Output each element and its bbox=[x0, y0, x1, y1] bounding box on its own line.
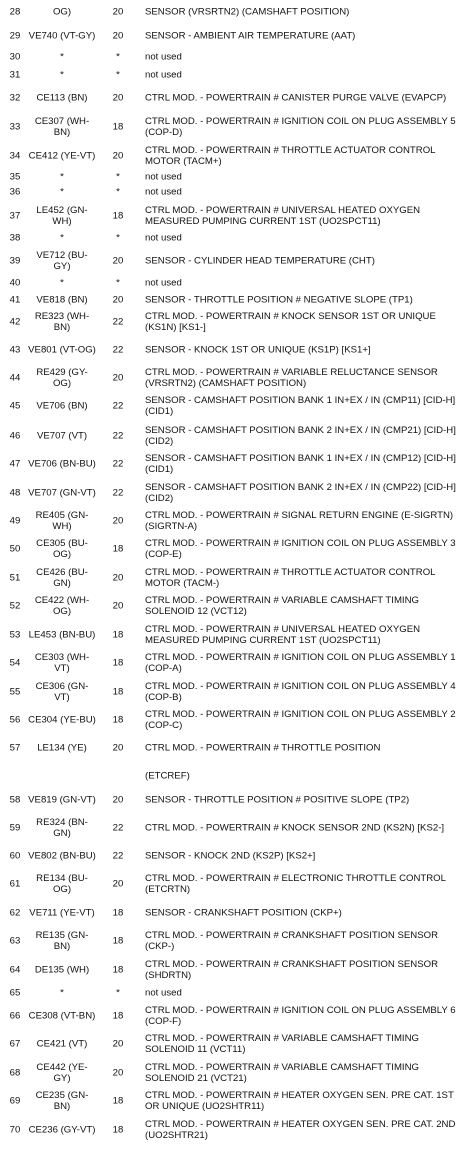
table-row bbox=[0, 1088, 461, 1114]
table-row bbox=[0, 871, 461, 897]
wire-gauge: 20 bbox=[112, 1038, 124, 1050]
circuit-description: SENSOR - THROTTLE POSITION # NEGATIVE SLOPE (TP1) bbox=[145, 294, 413, 306]
circuit-code: CE303 (WH-VT) bbox=[34, 652, 90, 674]
circuit-description: CTRL MOD. - POWERTRAIN # THROTTLE POSITION bbox=[145, 742, 381, 754]
table-row bbox=[0, 707, 461, 733]
pin-number: 28 bbox=[9, 6, 21, 18]
circuit-code: LE134 (YE) bbox=[37, 742, 87, 754]
circuit-description: CTRL MOD. - POWERTRAIN # IGNITION COIL ON PLUG ASSEMBLY 6 (COP-F) bbox=[145, 1005, 456, 1027]
table-row bbox=[0, 451, 461, 477]
wire-gauge: * bbox=[116, 232, 120, 244]
pin-number: 59 bbox=[9, 822, 21, 834]
pin-number: 69 bbox=[9, 1095, 21, 1107]
circuit-code: RE134 (BU-OG) bbox=[36, 873, 88, 895]
pin-number: 48 bbox=[9, 487, 21, 499]
circuit-description: not used bbox=[145, 186, 182, 198]
circuit-code: VE706 (BN) bbox=[36, 400, 88, 412]
pin-number: 51 bbox=[9, 572, 21, 584]
table-row bbox=[0, 679, 461, 705]
circuit-description: not used bbox=[145, 51, 182, 63]
wire-gauge: 18 bbox=[112, 543, 124, 555]
circuit-description: CTRL MOD. - POWERTRAIN # IGNITION COIL ON PLUG ASSEMBLY 5 (COP-D) bbox=[145, 116, 456, 138]
circuit-code: CE308 (VT-BN) bbox=[28, 1010, 96, 1022]
circuit-code: CE442 (YE-GY) bbox=[36, 1062, 88, 1084]
circuit-description: CTRL MOD. - POWERTRAIN # THROTTLE ACTUATOR CONTROL MOTOR (TACM+) bbox=[145, 145, 436, 167]
pin-number: 61 bbox=[9, 878, 21, 890]
circuit-code: CE307 (WH-BN) bbox=[34, 116, 90, 138]
circuit-description: CTRL MOD. - POWERTRAIN # UNIVERSAL HEATED OXYGEN MEASURED PUMPING CURRENT 1ST (UO2SPCT11) bbox=[145, 205, 421, 227]
circuit-code: CE412 (YE-VT) bbox=[28, 150, 96, 162]
circuit-description: SENSOR - KNOCK 1ST OR UNIQUE (KS1P) [KS1+] bbox=[145, 344, 371, 356]
wire-gauge: 18 bbox=[112, 1095, 124, 1107]
table-row bbox=[0, 170, 461, 184]
circuit-description: CTRL MOD. - POWERTRAIN # VARIABLE RELUCTANCE SENSOR (VRSRTN2) (CAMSHAFT POSITION) bbox=[145, 367, 438, 389]
circuit-description: CTRL MOD. - POWERTRAIN # IGNITION COIL ON PLUG ASSEMBLY 4 (COP-B) bbox=[145, 681, 456, 703]
circuit-description: CTRL MOD. - POWERTRAIN # CANISTER PURGE VALVE (EVAPCP) bbox=[145, 92, 447, 104]
wire-gauge: 18 bbox=[112, 907, 124, 919]
table-row bbox=[0, 276, 461, 290]
table-row bbox=[0, 337, 461, 363]
pin-number: 37 bbox=[9, 210, 21, 222]
table-row bbox=[0, 480, 461, 506]
wire-gauge: * bbox=[116, 69, 120, 81]
wire-gauge: 20 bbox=[112, 742, 124, 754]
circuit-description: CTRL MOD. - POWERTRAIN # UNIVERSAL HEATED OXYGEN MEASURED PUMPING CURRENT 1ST (UO2SPCT11) bbox=[145, 624, 421, 646]
wire-gauge: 22 bbox=[112, 458, 124, 470]
wire-gauge: 22 bbox=[112, 822, 124, 834]
pin-number: 42 bbox=[9, 316, 21, 328]
pin-number: 65 bbox=[9, 987, 21, 999]
circuit-code: RE135 (GN-BN) bbox=[35, 930, 89, 952]
circuit-description: SENSOR - AMBIENT AIR TEMPERATURE (AAT) bbox=[145, 30, 356, 42]
pin-number: 55 bbox=[9, 686, 21, 698]
table-row bbox=[0, 565, 461, 591]
pin-number: 29 bbox=[9, 30, 21, 42]
circuit-description: SENSOR - CYLINDER HEAD TEMPERATURE (CHT) bbox=[145, 255, 375, 267]
circuit-description: CTRL MOD. - POWERTRAIN # CRANKSHAFT POSITION SENSOR (SHDRTN) bbox=[145, 959, 438, 981]
wire-gauge: 18 bbox=[112, 686, 124, 698]
circuit-description: CTRL MOD. - POWERTRAIN # HEATER OXYGEN SEN. PRE CAT. 2ND (UO2SHTR21) bbox=[145, 1119, 456, 1141]
table-row bbox=[0, 85, 461, 111]
pin-number: 60 bbox=[9, 850, 21, 862]
circuit-code: * bbox=[60, 277, 64, 289]
pin-number: 54 bbox=[9, 657, 21, 669]
table-row bbox=[0, 815, 461, 841]
table-row bbox=[0, 185, 461, 199]
pin-number: 46 bbox=[9, 430, 21, 442]
circuit-description: SENSOR - CAMSHAFT POSITION BANK 1 IN+EX / IN (CMP11) [CID-H] (CID1) bbox=[145, 395, 456, 417]
pin-number: 44 bbox=[9, 372, 21, 384]
table-row bbox=[0, 650, 461, 676]
wire-gauge: 18 bbox=[112, 657, 124, 669]
table-row bbox=[0, 114, 461, 140]
circuit-description: SENSOR - CAMSHAFT POSITION BANK 2 IN+EX / IN (CMP21) [CID-H] (CID2) bbox=[145, 425, 456, 447]
circuit-description: not used bbox=[145, 232, 182, 244]
pin-number: 41 bbox=[9, 294, 21, 306]
circuit-description: CTRL MOD. - POWERTRAIN # ELECTRONIC THROTTLE CONTROL (ETCRTN) bbox=[145, 873, 446, 895]
circuit-code: CE421 (VT) bbox=[36, 1038, 88, 1050]
circuit-code: CE305 (BU-OG) bbox=[36, 538, 88, 560]
circuit-description: SENSOR - CAMSHAFT POSITION BANK 2 IN+EX / IN (CMP22) [CID-H] (CID2) bbox=[145, 482, 456, 504]
circuit-code: LE453 (BN-BU) bbox=[28, 629, 96, 641]
circuit-code: VE802 (BN-BU) bbox=[28, 850, 96, 862]
wire-gauge: 20 bbox=[112, 150, 124, 162]
circuit-description: CTRL MOD. - POWERTRAIN # SIGNAL RETURN ENGINE (E-SIGRTN) (SIGRTN-A) bbox=[145, 510, 454, 532]
circuit-description: SENSOR - KNOCK 2ND (KS2P) [KS2+] bbox=[145, 850, 316, 862]
pin-number: 39 bbox=[9, 255, 21, 267]
pin-number: 56 bbox=[9, 714, 21, 726]
table-row bbox=[0, 788, 461, 812]
wire-gauge: 18 bbox=[112, 1010, 124, 1022]
table-row bbox=[0, 536, 461, 562]
table-row bbox=[0, 622, 461, 648]
pin-number: 68 bbox=[9, 1067, 21, 1079]
table-row bbox=[0, 769, 461, 783]
table-row bbox=[0, 1060, 461, 1086]
table-row bbox=[0, 986, 461, 1000]
wire-gauge: 18 bbox=[112, 629, 124, 641]
wire-gauge: 22 bbox=[112, 430, 124, 442]
pin-number: 43 bbox=[9, 344, 21, 356]
circuit-code: RE405 (GN-WH) bbox=[35, 510, 89, 532]
table-row bbox=[0, 1117, 461, 1143]
pin-number: 45 bbox=[9, 400, 21, 412]
pin-number: 49 bbox=[9, 515, 21, 527]
wire-gauge: 18 bbox=[112, 935, 124, 947]
circuit-description: CTRL MOD. - POWERTRAIN # VARIABLE CAMSHAFT TIMING SOLENOID 12 (VCT12) bbox=[145, 595, 419, 617]
circuit-description: CTRL MOD. - POWERTRAIN # IGNITION COIL ON PLUG ASSEMBLY 3 (COP-E) bbox=[145, 538, 456, 560]
wire-gauge: 18 bbox=[112, 210, 124, 222]
pin-number: 33 bbox=[9, 121, 21, 133]
pin-number: 31 bbox=[9, 69, 21, 81]
circuit-description: CTRL MOD. - POWERTRAIN # CRANKSHAFT POSITION SENSOR (CKP-) bbox=[145, 930, 438, 952]
wire-gauge: 20 bbox=[112, 255, 124, 267]
table-row bbox=[0, 393, 461, 419]
circuit-code: * bbox=[60, 186, 64, 198]
circuit-code: CE422 (WH-OG) bbox=[34, 595, 90, 617]
table-row bbox=[0, 928, 461, 954]
table-row bbox=[0, 203, 461, 229]
table-row bbox=[0, 50, 461, 64]
pin-number: 38 bbox=[9, 232, 21, 244]
circuit-description: not used bbox=[145, 69, 182, 81]
wire-gauge: 18 bbox=[112, 714, 124, 726]
wire-gauge: 22 bbox=[112, 850, 124, 862]
circuit-description: SENSOR - CAMSHAFT POSITION BANK 1 IN+EX / IN (CMP12) [CID-H] (CID1) bbox=[145, 453, 456, 475]
wire-gauge: 18 bbox=[112, 121, 124, 133]
wire-gauge: * bbox=[116, 987, 120, 999]
circuit-code: VE740 (VT-GY) bbox=[28, 30, 96, 42]
circuit-code: VE801 (VT-OG) bbox=[28, 344, 96, 356]
circuit-code: * bbox=[60, 232, 64, 244]
circuit-code: VE818 (BN) bbox=[36, 294, 88, 306]
circuit-code: VE707 (VT) bbox=[36, 430, 88, 442]
pin-number: 57 bbox=[9, 742, 21, 754]
pin-number: 58 bbox=[9, 794, 21, 806]
pin-number: 36 bbox=[9, 186, 21, 198]
circuit-code: CE236 (GY-VT) bbox=[28, 1124, 96, 1136]
circuit-description: CTRL MOD. - POWERTRAIN # VARIABLE CAMSHAFT TIMING SOLENOID 11 (VCT11) bbox=[145, 1033, 419, 1055]
circuit-code: VE706 (BN-BU) bbox=[28, 458, 96, 470]
circuit-description: SENSOR (VRSRTN2) (CAMSHAFT POSITION) bbox=[145, 6, 350, 18]
circuit-code: RE323 (WH-BN) bbox=[34, 311, 90, 333]
wire-gauge: * bbox=[116, 186, 120, 198]
circuit-code: VE707 (GN-VT) bbox=[28, 487, 96, 499]
circuit-code: CE235 (GN-BN) bbox=[35, 1090, 89, 1112]
table-row bbox=[0, 1, 461, 23]
pin-number: 63 bbox=[9, 935, 21, 947]
wire-gauge: * bbox=[116, 171, 120, 183]
table-row bbox=[0, 365, 461, 391]
table-row bbox=[0, 292, 461, 308]
wire-gauge: 20 bbox=[112, 372, 124, 384]
circuit-description: CTRL MOD. - POWERTRAIN # KNOCK SENSOR 2ND (KS2N) [KS2-] bbox=[145, 822, 445, 834]
wire-gauge: 20 bbox=[112, 600, 124, 612]
circuit-code: CE306 (GN-VT) bbox=[35, 681, 89, 703]
table-row bbox=[0, 143, 461, 169]
circuit-description: SENSOR - THROTTLE POSITION # POSITIVE SLOPE (TP2) bbox=[145, 794, 410, 806]
wire-gauge: * bbox=[116, 277, 120, 289]
circuit-description: not used bbox=[145, 987, 182, 999]
table-row bbox=[0, 843, 461, 869]
pin-number: 50 bbox=[9, 543, 21, 555]
table-row bbox=[0, 1031, 461, 1057]
table-row bbox=[0, 900, 461, 926]
circuit-code: CE113 (BN) bbox=[36, 92, 88, 104]
wire-gauge: 22 bbox=[112, 344, 124, 356]
table-row bbox=[0, 309, 461, 335]
pin-number: 53 bbox=[9, 629, 21, 641]
circuit-code: * bbox=[60, 987, 64, 999]
wire-gauge: 22 bbox=[112, 316, 124, 328]
circuit-description: CTRL MOD. - POWERTRAIN # KNOCK SENSOR 1ST OR UNIQUE (KS1N) [KS1-] bbox=[145, 311, 436, 333]
table-row bbox=[0, 593, 461, 619]
wire-gauge: 20 bbox=[112, 572, 124, 584]
circuit-code: OG) bbox=[52, 6, 72, 18]
circuit-code: DE135 (WH) bbox=[34, 964, 90, 976]
pin-number: 67 bbox=[9, 1038, 21, 1050]
wire-gauge: 20 bbox=[112, 878, 124, 890]
circuit-description: not used bbox=[145, 277, 182, 289]
table-row bbox=[0, 423, 461, 449]
circuit-code: CE426 (BU-GN) bbox=[36, 567, 88, 589]
circuit-code: VE819 (GN-VT) bbox=[28, 794, 96, 806]
wire-gauge: 18 bbox=[112, 1124, 124, 1136]
wire-gauge: 22 bbox=[112, 400, 124, 412]
circuit-code: VE711 (YE-VT) bbox=[29, 907, 95, 919]
pin-number: 66 bbox=[9, 1010, 21, 1022]
table-row bbox=[0, 508, 461, 534]
table-row bbox=[0, 68, 461, 82]
pin-number: 40 bbox=[9, 277, 21, 289]
circuit-description: not used bbox=[145, 171, 182, 183]
circuit-code: RE324 (BN-GN) bbox=[36, 817, 88, 839]
circuit-description: CTRL MOD. - POWERTRAIN # IGNITION COIL ON PLUG ASSEMBLY 2 (COP-C) bbox=[145, 709, 456, 731]
pin-number: 52 bbox=[9, 600, 21, 612]
pin-number: 47 bbox=[9, 458, 21, 470]
wire-gauge: 20 bbox=[112, 294, 124, 306]
wire-gauge: 20 bbox=[112, 1067, 124, 1079]
wire-gauge: 20 bbox=[112, 515, 124, 527]
table-row bbox=[0, 739, 461, 757]
wire-gauge: * bbox=[116, 51, 120, 63]
table-row bbox=[0, 248, 461, 274]
table-row bbox=[0, 23, 461, 49]
circuit-code: RE429 (GY-OG) bbox=[36, 367, 88, 389]
pin-number: 35 bbox=[9, 171, 21, 183]
circuit-description: SENSOR - CRANKSHAFT POSITION (CKP+) bbox=[145, 907, 342, 919]
circuit-code: * bbox=[60, 51, 64, 63]
table-row bbox=[0, 957, 461, 983]
circuit-description: CTRL MOD. - POWERTRAIN # IGNITION COIL ON PLUG ASSEMBLY 1 (COP-A) bbox=[145, 652, 456, 674]
pin-number: 30 bbox=[9, 51, 21, 63]
pin-number: 32 bbox=[9, 92, 21, 104]
pin-number: 64 bbox=[9, 964, 21, 976]
circuit-code: VE712 (BU-GY) bbox=[36, 250, 88, 272]
wire-gauge: 18 bbox=[112, 964, 124, 976]
table-row bbox=[0, 1003, 461, 1029]
wire-gauge: 20 bbox=[112, 6, 124, 18]
pin-number: 34 bbox=[9, 150, 21, 162]
circuit-description: (ETCREF) bbox=[145, 770, 190, 782]
wire-gauge: 20 bbox=[112, 794, 124, 806]
pin-number: 70 bbox=[9, 1124, 21, 1136]
table-row bbox=[0, 231, 461, 245]
wire-gauge: 20 bbox=[112, 30, 124, 42]
circuit-description: CTRL MOD. - POWERTRAIN # VARIABLE CAMSHAFT TIMING SOLENOID 21 (VCT21) bbox=[145, 1062, 419, 1084]
pin-number: 62 bbox=[9, 907, 21, 919]
circuit-description: CTRL MOD. - POWERTRAIN # THROTTLE ACTUATOR CONTROL MOTOR (TACM-) bbox=[145, 567, 436, 589]
circuit-code: CE304 (YE-BU) bbox=[28, 714, 96, 726]
circuit-code: * bbox=[60, 69, 64, 81]
circuit-code: * bbox=[60, 171, 64, 183]
circuit-code: LE452 (GN-WH) bbox=[36, 205, 88, 227]
circuit-description: CTRL MOD. - POWERTRAIN # HEATER OXYGEN SEN. PRE CAT. 1ST OR UNIQUE (UO2SHTR11) bbox=[145, 1090, 454, 1112]
wire-gauge: 20 bbox=[112, 92, 124, 104]
wire-gauge: 22 bbox=[112, 487, 124, 499]
